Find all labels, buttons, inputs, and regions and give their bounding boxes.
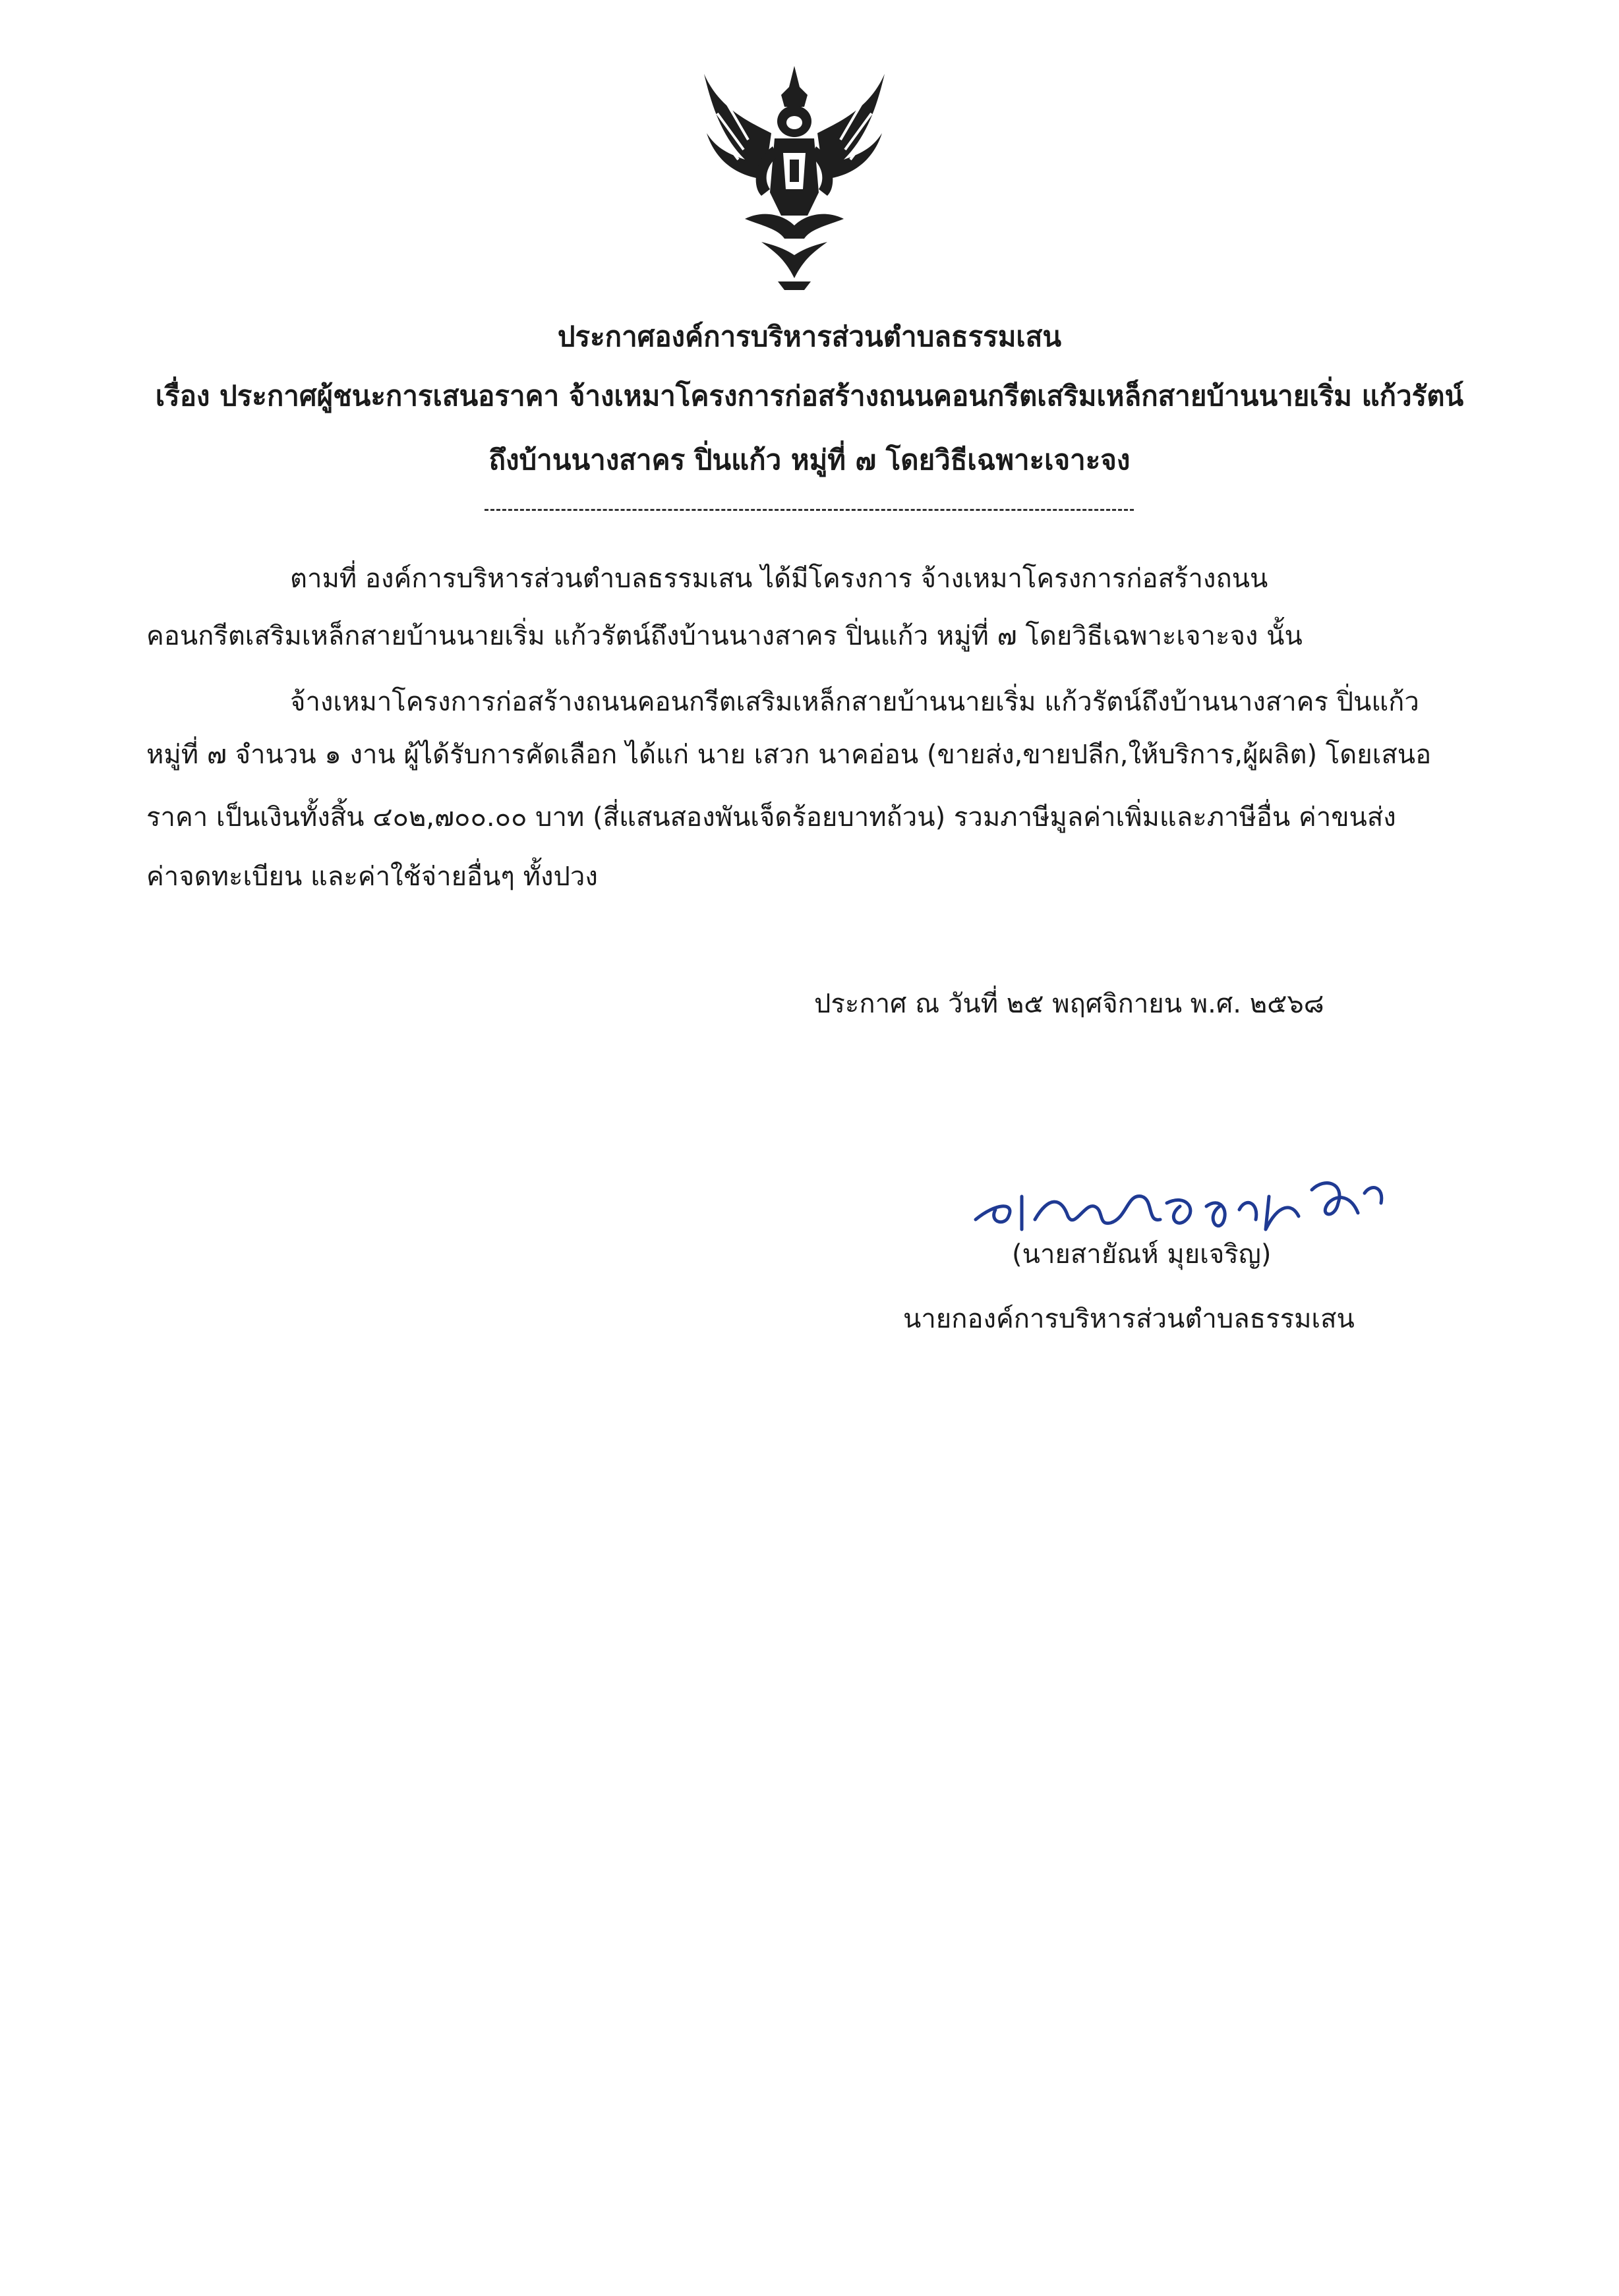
announcement-date: ประกาศ ณ วันที่ ๒๕ พฤศจิกายน พ.ศ. ๒๕๖๘ <box>814 989 1324 1019</box>
paragraph-2-line-2: หมู่ที่ ๗ จำนวน ๑ งาน ผู้ได้รับการคัดเลือก ได้แก่ นาย เสวก นาคอ่อน (ขายส่ง,ขายปลีก,ให้บริการ,ผู้ผลิต) โดยเสนอ <box>146 740 1432 770</box>
paragraph-1-line-1: ตามที่ องค์การบริหารส่วนตำบลธรรมเสน ได้มีโครงการ จ้างเหมาโครงการก่อสร้างถนน <box>290 564 1268 594</box>
dashed-divider <box>485 509 1134 511</box>
paragraph-1-line-2: คอนกรีตเสริมเหล็กสายบ้านนายเริ่ม แก้วรัตน์ถึงบ้านนางสาคร ปิ่นแก้ว หมู่ที่ ๗ โดยวิธีเฉพาะเจาะจง นั้น <box>146 621 1303 651</box>
announcement-subject-continued: ถึงบ้านนางสาคร ปิ่นแก้ว หมู่ที่ ๗ โดยวิธีเฉพาะเจาะจง <box>488 444 1131 476</box>
paragraph-2-line-1: จ้างเหมาโครงการก่อสร้างถนนคอนกรีตเสริมเหล็กสายบ้านนายเริ่ม แก้วรัตน์ถึงบ้านนางสาคร ปิ่นแก้ว <box>290 687 1419 717</box>
paragraph-2-line-4: ค่าจดทะเบียน และค่าใช้จ่ายอื่นๆ ทั้งปวง <box>146 862 598 892</box>
handwritten-signature <box>969 1157 1391 1243</box>
announcement-title: ประกาศองค์การบริหารส่วนตำบลธรรมเสน <box>557 320 1062 353</box>
signer-position: นายกองค์การบริหารส่วนตำบลธรรมเสน <box>903 1304 1355 1334</box>
garuda-emblem-icon <box>699 61 890 291</box>
signer-name: (นายสายัณห์ มุยเจริญ) <box>1012 1239 1272 1270</box>
announcement-subject: เรื่อง ประกาศผู้ชนะการเสนอราคา จ้างเหมาโครงการก่อสร้างถนนคอนกรีตเสริมเหล็กสายบ้านนายเริ่ม แก้วรัตน์ <box>155 380 1464 412</box>
paragraph-2-line-3: ราคา เป็นเงินทั้งสิ้น ๔๐๒,๗๐๐.๐๐ บาท (สี่แสนสองพันเจ็ดร้อยบาทถ้วน) รวมภาษีมูลค่าเพิ่มและภาษีอื่น ค่าขนส่ง <box>146 802 1396 833</box>
